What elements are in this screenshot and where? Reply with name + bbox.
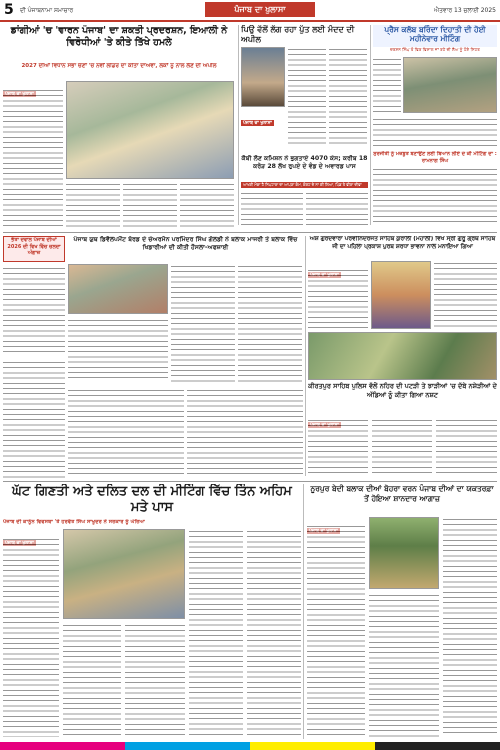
column-divider xyxy=(303,484,304,739)
subhead: ਦਰਸ਼ਨ ਸਿੰਘ ਤੋ ਫਿਰ ਵਿਸ਼ਾਲ ਜਾਂ ਰਹੇ ਦੀ ਲੈਅ ਨੂੰ ਹੋਏ ਸਿਹਤ xyxy=(390,47,480,52)
headline: ਘੱਟ ਗਿਣਤੀ ਅਤੇ ਦਲਿਤ ਦਲ ਦੀ ਮੀਟਿੰਗ ਵਿੱਚ ਤਿੰਨ ਅਹਿਮ ਮਤੇ ਪਾਸ xyxy=(12,484,292,515)
body-column xyxy=(373,57,401,113)
body-column xyxy=(373,167,497,225)
body-column xyxy=(238,264,302,382)
body-column xyxy=(3,537,59,737)
color-swatch xyxy=(125,742,250,750)
body-column xyxy=(372,418,432,476)
news-photo xyxy=(403,57,497,113)
masthead-bar xyxy=(0,0,500,22)
body-column xyxy=(3,266,65,354)
news-photo xyxy=(66,81,234,179)
body-column xyxy=(180,182,234,228)
column-divider xyxy=(305,236,306,476)
headline: ਡਾਂਗੀਆਂ 'ਚ 'ਵਾਰਨ ਪੰਜਾਬ' ਦਾ ਸ਼ਕਤੀ ਪ੍ਰਦਰਸ਼ਨ, ਇਆਲੀ ਨੇ ਵਿਰੋਧੀਆਂ 'ਤੇ ਕੀਤੇ ਤਿੱਖੇ ਹਮਲੇ xyxy=(10,25,228,48)
section-rule xyxy=(3,481,497,482)
paper-name: ਦੀ ਪੰਜਾਬਨਾਮਾ ਸਮਾਚਾਰ xyxy=(20,7,74,14)
body-column xyxy=(3,88,63,228)
subhead: ਪੰਜਾਬ ਦੀ ਕਾਨੂੰਨ ਵਿਵਸਥਾ 'ਤੇ ਹਰਵੰਤ ਸਿੰਘ ਸਾਖੂਦਰ ਨੇ ਸਰਕਾਰ ਨੂੰ ਘੇਰਿਆ xyxy=(3,519,145,525)
headline: ਅੰਸ਼ ਗੁਰਦਵਾਰਾ ਪਰਵੀਨਿੰਦਰਜੋਤ ਸਾਹਿਬ ਕੁਰਾਲੀ (ਮੋਹਾਲੀ) ਵਿਖੇ ਸ੍ਰੀ ਗੁਰੂ ਗ੍ਰੰਥ ਸਾਹਿਬ ਜੀ ਦਾ ਪਹਿਲਾ ਪ੍ਰਕਾਸ਼ ਪੁਰਬ ਸ਼ਰਧਾ ਭਾਵਨਾ ਨਾਲ ਮਨਾਇਆ ਗਿਆ xyxy=(309,236,496,250)
color-swatch xyxy=(250,742,375,750)
news-photo xyxy=(369,517,439,589)
body-column xyxy=(123,182,177,228)
body-column xyxy=(66,182,120,228)
news-photo xyxy=(241,47,285,107)
subhead: 2027 ਦੀਆਂ ਵਿਧਾਨ ਸਭਾ ਚੋਣਾਂ 'ਚ ਨਵੀਂ ਲੀਡਰ ਦਾ ਕੀਤਾ ਦਾਅਵਾ, ਲੋਕਾਂ ਨੂੰ ਨਾਲ ਲੈਣ ਦੀ ਅਪੀਲ xyxy=(21,63,217,69)
news-photo xyxy=(63,529,185,619)
body-column xyxy=(288,47,326,147)
body-column xyxy=(369,593,439,737)
headline: ਭੰਤਾ ਦਵਾਲ ਪੰਜਾਬ ਦੀਆਂ 2026 ਦੀ ਵਿਖ ਵਿੱਚ ਚਲਦਾ ਅੱਗਾਜ਼ xyxy=(3,236,65,262)
body-column xyxy=(171,264,235,382)
body-column xyxy=(187,388,303,478)
body-column xyxy=(308,268,368,328)
quote: ਸੁਰਜੀਤੀ ਨੂੰ ਮਜ਼ਬੂਤ ਬਣਾਉਣ ਲਈ ਬਿਆਨ ਲੀਏ ਦੋ ਕੀ ਮੀਟਿੰਗ ਦਾ : ਰਾਮਨਾਗ ਸਿੰਘ xyxy=(373,151,497,164)
body-column xyxy=(307,524,365,737)
body-column xyxy=(125,623,185,737)
column-divider xyxy=(370,25,371,225)
body-column xyxy=(434,261,497,329)
body-column xyxy=(247,529,301,737)
article-top-center-sub xyxy=(241,155,368,230)
tagline: ਆਖਰੀ ਮੌਕਾ ਹੈ ਨਿਪਟਾਰਾ ਦਾ ਆਪਣਾ ਕੰਮ, ਕੋਰਟ ਦੇ ਨਾ ਕੀ ਲਿਆ, ਪਿੰਡ ਤੇ ਵੀਰਾ ਦੀਵਾ xyxy=(241,182,368,188)
body-column xyxy=(443,517,497,737)
body-column xyxy=(373,117,497,149)
article-top-right xyxy=(373,25,497,230)
color-swatch xyxy=(375,742,500,750)
headline: ਪਿਉ ਵੱਲੋਂ ਲੱਗ ਰਹਾ ਪੁੱਤ ਲਈ ਮੰਦਦ ਦੀ ਅਪੀਲ xyxy=(241,25,355,44)
article-bottom-right xyxy=(307,484,497,739)
headline: ਕੈਬੀ ਲੋਣ ਕਮਿਸ਼ਨ ਨੇ ਭੁਗਤਾਏ 4070 ਕੇਸ; ਕਰੀਬ 18 ਕਰੋੜ 28 ਲੱਖ ਰੁਪਏ ਦੇ ਵੰਡ ਦੇ ਅਵਾਰਡ ਪਾਸ xyxy=(241,155,368,170)
issue-date: ਐਤਵਾਰ 13 ਜੁਲਾਈ 2025 xyxy=(433,7,496,14)
body-column xyxy=(68,388,184,478)
footer-color-bar xyxy=(0,742,500,750)
news-photo xyxy=(371,261,431,329)
article-bottom-left xyxy=(3,484,301,739)
news-photo xyxy=(68,264,168,314)
news-photo xyxy=(308,332,497,380)
section-rule xyxy=(3,232,497,233)
article-middle-left-box xyxy=(3,236,65,356)
article-kiratpur-police xyxy=(308,332,497,477)
article-top-left xyxy=(3,25,235,230)
body-column xyxy=(3,360,65,478)
body-column xyxy=(189,529,243,737)
headline: ਪ੍ਰੈਸ ਕਲੱਬ ਬਰਿੰਦਾ ਦਿਹਾਤੀ ਦੀ ਹੋਈ ਮਹੀਨੇਵਾਰ ਮੀਟਿੰਗ xyxy=(373,25,497,47)
headline: ਨੂਰਪੁਰ ਬੇਦੀ ਬਲਾਕ ਦੀਆਂ ਬੋਹਰਾ ਵਰਨ ਪੰਜਾਬ ਦੀਆਂ ਦਾ ਯਕਤਰਫ਼ਾ ਤੋਂ ਹੋਇਆ ਸ਼ਾਨਦਾਰ ਆਗਾਜ਼ xyxy=(310,484,494,503)
column-divider xyxy=(238,25,239,225)
body-column xyxy=(329,47,367,147)
body-column xyxy=(63,623,121,737)
headline: ਕੀਰਤਪੁਰ ਸਾਹਿਬ ਪੁਲਿਸ ਵੱਲੋਂ ਨਹਿਰ ਦੀ ਪਟੜੀ ਤੇ ਝਾੜੀਆਂ 'ਚ ਦੱਬੇ ਨਸ਼ੇੜੀਆਂ ਦੇ ਅੱਡਿਆਂ ਨੂੰ ਕੀਤਾ ਗਿਆ ਨਸ਼ਟ xyxy=(308,382,497,399)
color-swatch xyxy=(0,742,125,750)
article-top-center xyxy=(241,25,368,155)
headline: ਪੰਜਾਬ ਯੁਥ ਡਿਵੈਲਪਮੈਂਟ ਬੋਰਡ ਦੇ ਚੇਅਰਮੈਨ ਪਰਮਿੰਦਰ ਸਿੰਘ ਗੋਲਡੀ ਨੇ ਬਲਾਕ ਮਾਜਰੀ ਤੇ ਬਲਾਕ ਵਿੱਚ ਖਿਡਾਰੀਆਂ ਦੀ ਕੀਤੀ ਹੌਸਲਾ-ਅਫਜ਼ਾਈ xyxy=(73,236,298,251)
page-number: 5 xyxy=(4,2,14,18)
body-column xyxy=(241,191,303,229)
body-column xyxy=(306,191,368,229)
body-column xyxy=(308,418,368,476)
body-column xyxy=(68,318,168,382)
article-middle-right xyxy=(308,236,497,331)
article-middle-center xyxy=(68,236,303,386)
section-title: ਪੰਜਾਬ ਦਾ ਖੁਲਾਸਾ xyxy=(205,2,315,17)
body-column xyxy=(436,418,497,476)
photo-caption: ਪੰਜਾਬ ਦਾ ਖੁਲਾਸਾ xyxy=(243,121,272,126)
